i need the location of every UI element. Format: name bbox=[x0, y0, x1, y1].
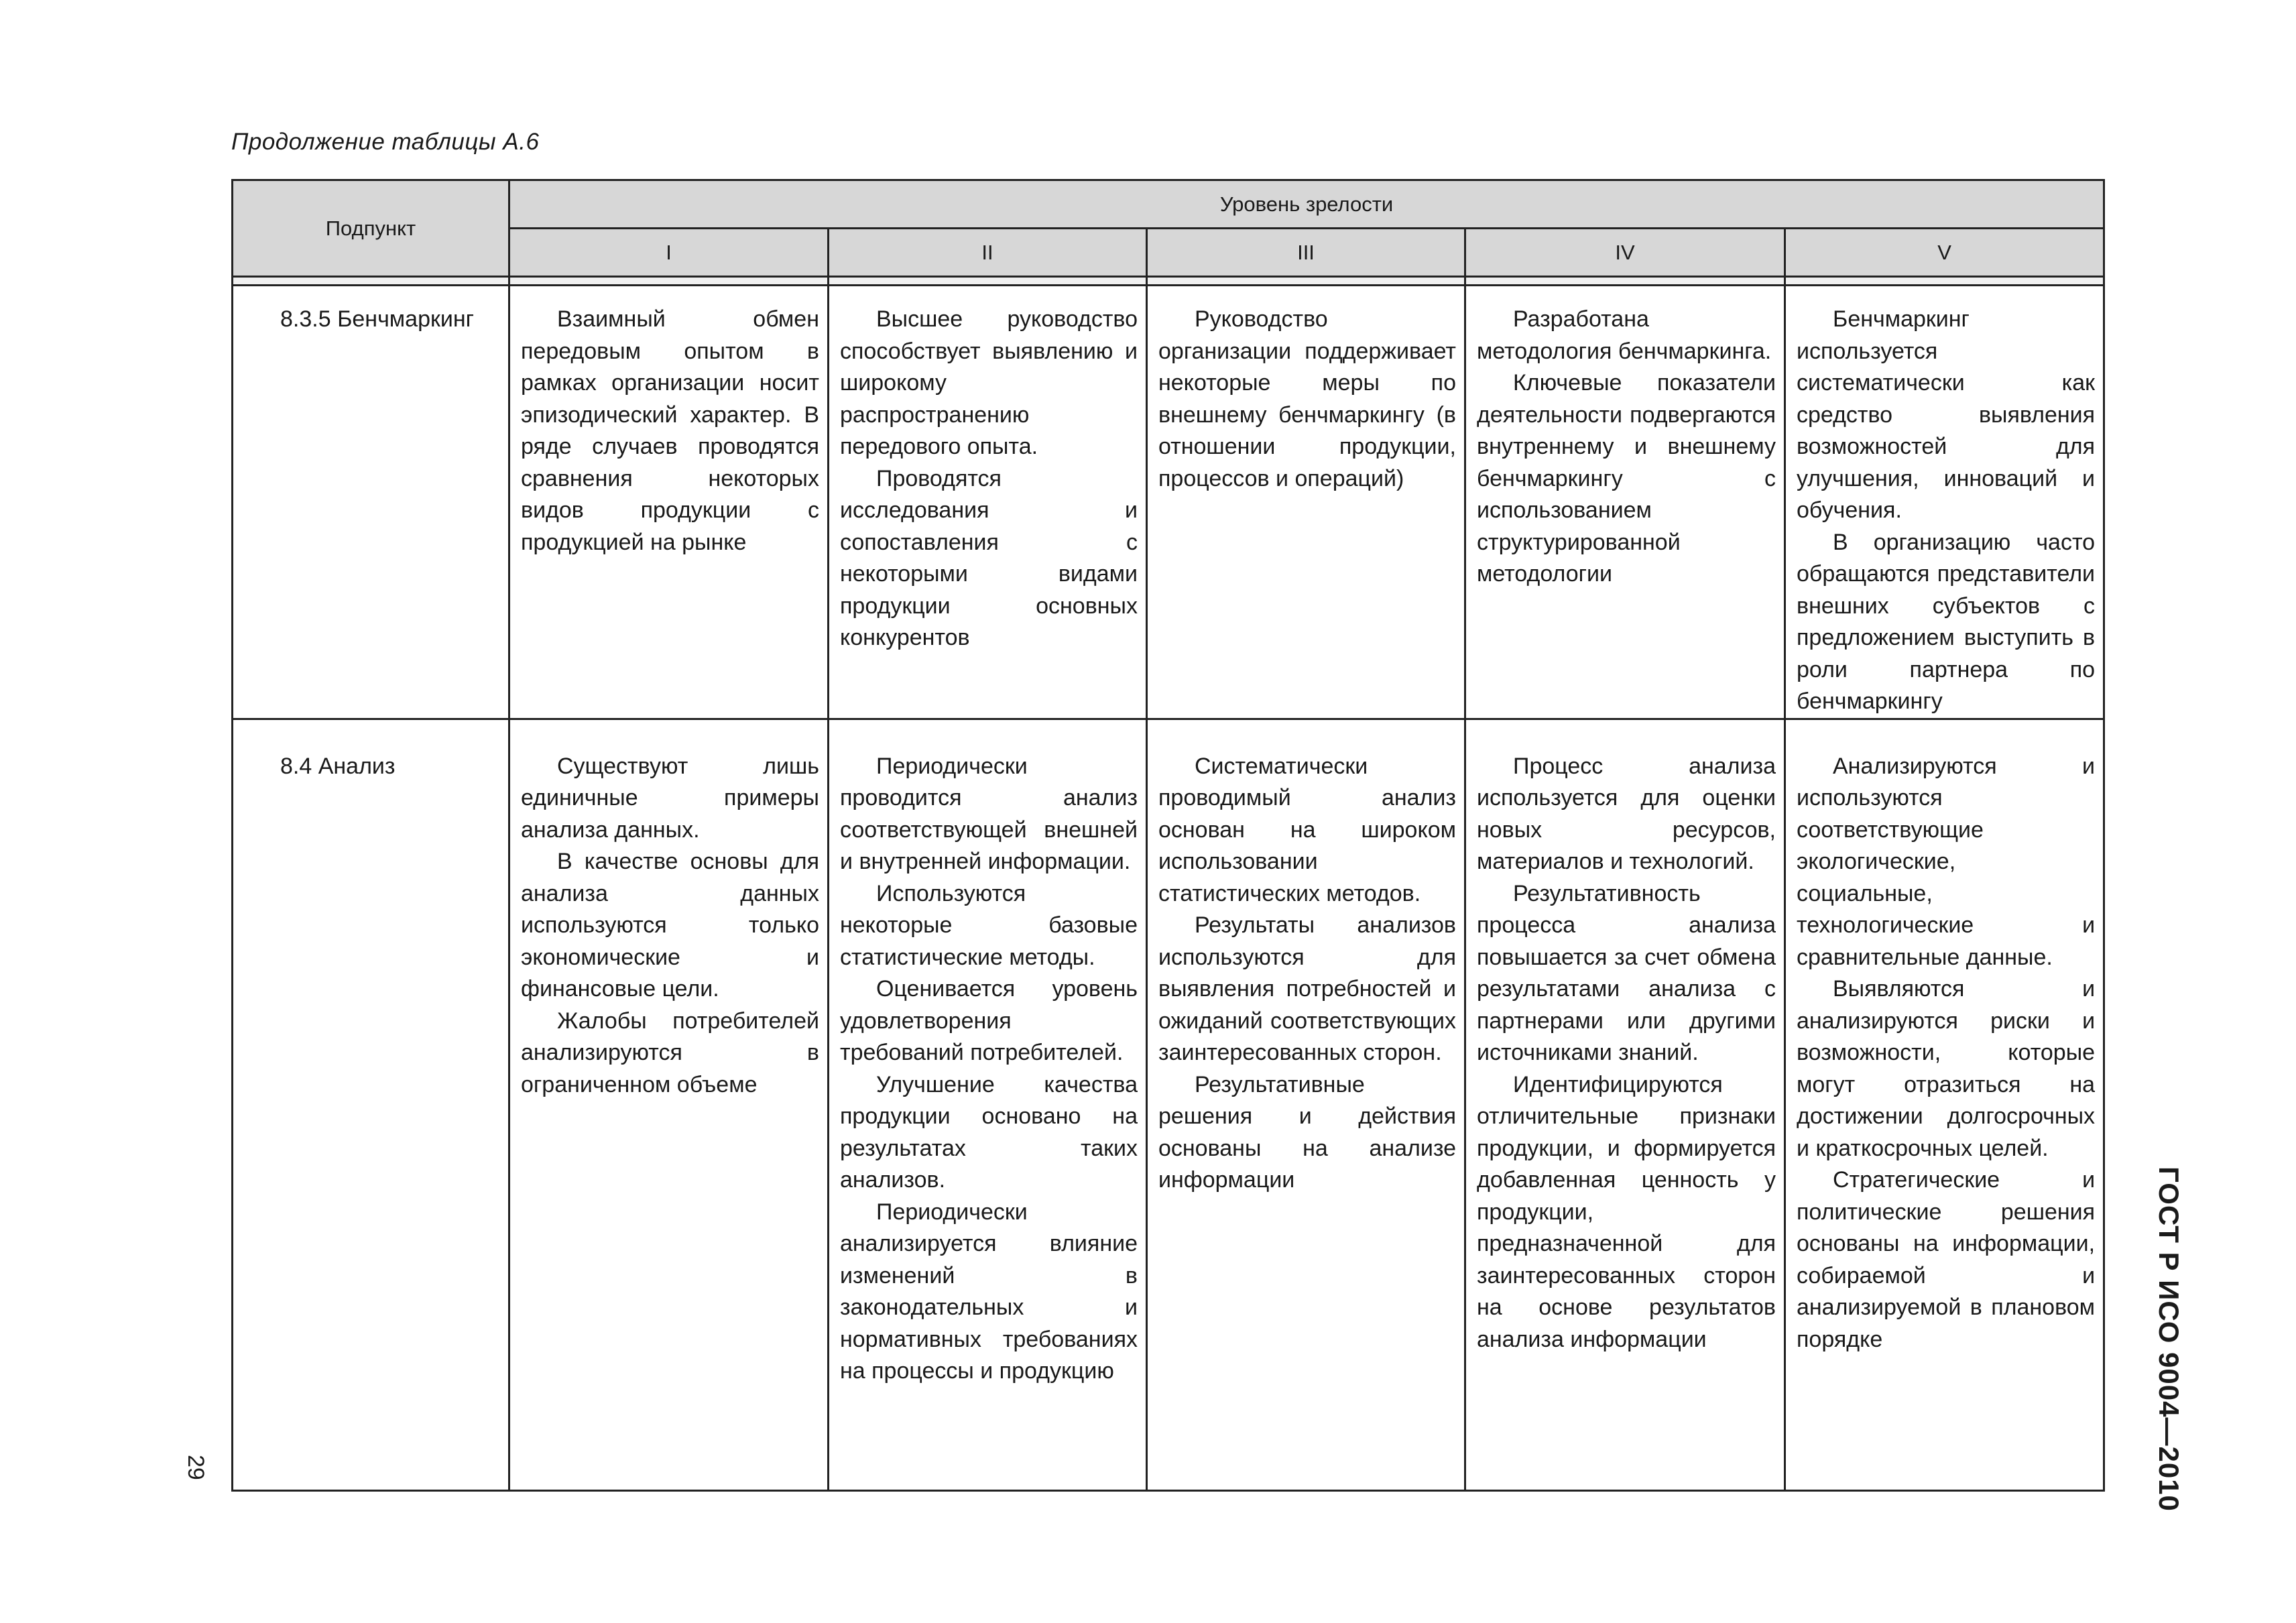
cell-paragraph: Используются некоторые базовые статистические методы. bbox=[840, 880, 1138, 970]
cell-paragraph: Стратегические и политические решения основаны на информации, собираемой и анализируемой в плановом порядке bbox=[1797, 1167, 2096, 1352]
cell-paragraph: Оценивается уровень удовлетворения требований потребителей. bbox=[840, 976, 1138, 1065]
header-level-1: I bbox=[509, 229, 829, 277]
table-caption: Продолжение таблицы А.6 bbox=[231, 129, 540, 155]
cell-paragraph: Взаимный обмен передовым опытом в рамках организации носит эпизодический характер. В ряде случаев проводятся сравнения некоторых видов продукции с продукцией на рынке bbox=[521, 306, 819, 555]
cell-paragraph: Существуют лишь единичные примеры анализа данных. bbox=[521, 753, 819, 843]
cell-paragraph: Улучшение качества продукции основано на результатах таких анализов. bbox=[840, 1071, 1138, 1193]
header-level-2: II bbox=[829, 229, 1147, 277]
cell-paragraph: Высшее руководство способствует выявлению и широкому распространению передового опыта. bbox=[840, 306, 1138, 459]
cell-paragraph: Периодически проводится анализ соответствующей внешней и внутренней информации. bbox=[840, 753, 1138, 874]
cell-paragraph: Разработана методология бенчмаркинга. bbox=[1477, 306, 1772, 364]
cell-paragraph: Ключевые показатели деятельности подвергаются внутреннему и внешнему бенчмаркингу с использованием структурированной методологии bbox=[1477, 370, 1776, 587]
cell-paragraph: Руководство организации поддерживает некоторые меры по внешнему бенчмаркингу (в отношении продукции, процессов и операций) bbox=[1158, 306, 1456, 491]
cell-paragraph: Результативные решения и действия основаны на анализе информации bbox=[1158, 1071, 1456, 1193]
level-cell bbox=[1465, 286, 1785, 719]
cell-paragraph: В качестве основы для анализа данных используются только экономические и финансовые цели. bbox=[521, 849, 819, 1002]
level-cell bbox=[1147, 719, 1465, 1490]
cell-paragraph: Выявляются и анализируются риски и возможности, которые могут отразиться на достижении долгосрочных и краткосрочных целей. bbox=[1797, 976, 2096, 1161]
cell-paragraph: В организацию часто обращаются представители внешних субъектов с предложением выступить в роли партнера по бенчмаркингу bbox=[1797, 529, 2096, 714]
level-cell bbox=[1785, 286, 2104, 719]
standard-code: ГОСТ Р ИСО 9004—2010 bbox=[2153, 1166, 2185, 1512]
level-cell bbox=[509, 719, 829, 1490]
table-row bbox=[233, 286, 2104, 719]
cell-paragraph: Жалобы потребителей анализируются в ограниченном объеме bbox=[521, 1008, 819, 1097]
cell-paragraph: Идентифицируются отличительные признаки продукции, и формируется добавленная ценность у продукции, предназначенной для заинтересованных сторон на основе результатов анализа информации bbox=[1477, 1071, 1776, 1352]
cell-paragraph: Результаты анализов используются для выявления потребностей и ожиданий соответствующих заинтересованных сторон. bbox=[1158, 912, 1456, 1065]
level-cell bbox=[1147, 286, 1465, 719]
level-cell bbox=[1465, 719, 1785, 1490]
subitem-cell: 8.4 Анализ bbox=[233, 719, 509, 1490]
header-level-5: V bbox=[1785, 229, 2104, 277]
level-cell bbox=[829, 719, 1147, 1490]
cell-paragraph: Результативность процесса анализа повышается за счет обмена результатами анализа с партнерами или другими источниками знаний. bbox=[1477, 880, 1776, 1065]
header-level-4: IV bbox=[1465, 229, 1785, 277]
cell-paragraph: Бенчмаркинг используется систематически как средство выявления возможностей для улучшения, инноваций и обучения. bbox=[1797, 306, 2096, 523]
subitem-cell: 8.3.5 Бенчмаркинг bbox=[233, 286, 509, 719]
level-cell bbox=[1785, 719, 2104, 1490]
level-cell bbox=[509, 286, 829, 719]
table-row bbox=[233, 719, 2104, 1490]
cell-paragraph: Систематически проводимый анализ основан на широком использовании статистических методов. bbox=[1158, 753, 1456, 906]
header-separator bbox=[233, 277, 2104, 286]
header-maturity-level: Уровень зрелости bbox=[509, 180, 2104, 229]
level-cell bbox=[829, 286, 1147, 719]
maturity-table bbox=[231, 179, 2105, 1492]
cell-paragraph: Периодически анализируется влияние изменений в законодательных и нормативных требованиях на процессы и продукцию bbox=[840, 1199, 1138, 1384]
cell-paragraph: Процесс анализа используется для оценки новых ресурсов, материалов и технологий. bbox=[1477, 753, 1776, 874]
header-subitem: Подпункт bbox=[233, 180, 509, 277]
cell-paragraph: Проводятся исследования и сопоставления с некоторыми видами продукции основных конкурентов bbox=[840, 465, 1138, 650]
cell-paragraph: Анализируются и используются соответствующие экологические, социальные, технологические и сравнительные данные. bbox=[1797, 753, 2096, 970]
header-level-3: III bbox=[1147, 229, 1465, 277]
page-number: 29 bbox=[183, 1455, 208, 1480]
